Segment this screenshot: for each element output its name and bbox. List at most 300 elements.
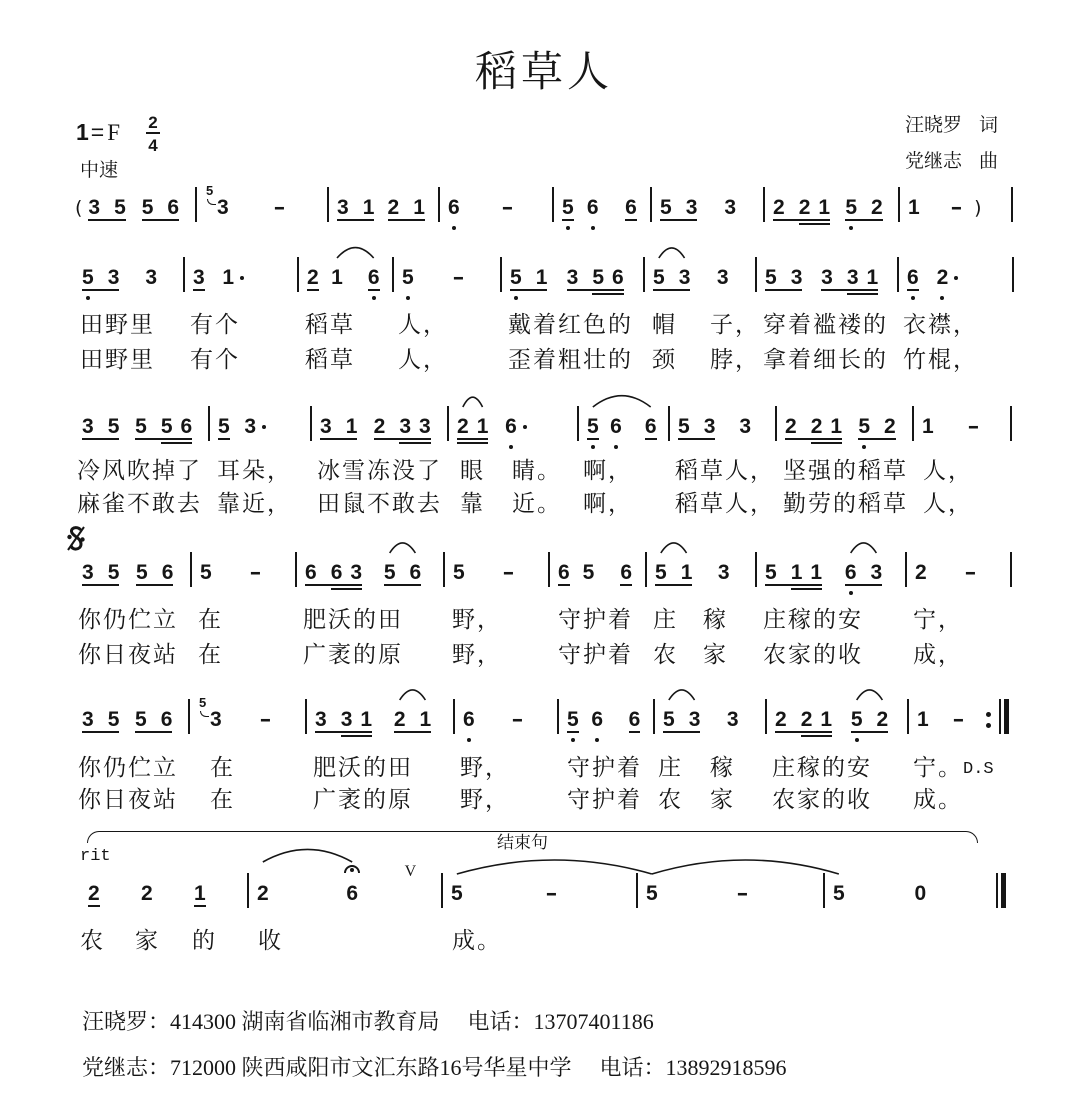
note-digit: 3 xyxy=(82,561,94,584)
augmentation-dot xyxy=(240,276,244,280)
note xyxy=(451,882,463,906)
lyric: 有个 xyxy=(190,347,240,373)
note-digit: 6 xyxy=(346,882,359,905)
note-digit: 2 xyxy=(257,882,269,905)
credit-name: 党继志 xyxy=(905,150,963,172)
ritardando-marking: rit xyxy=(80,847,111,866)
note xyxy=(161,415,173,439)
note-digit: 5 xyxy=(851,708,863,732)
note-digit: 6 xyxy=(305,561,317,584)
measure xyxy=(755,266,897,290)
note xyxy=(801,708,813,732)
note-run xyxy=(193,266,205,290)
lyric: 田鼠不敢去 xyxy=(317,491,442,517)
lyric: 坚强的稻草 xyxy=(783,458,908,484)
measure xyxy=(72,415,208,439)
note-digit: 3 xyxy=(846,266,859,289)
note xyxy=(162,561,174,585)
sustain-dash xyxy=(272,196,286,220)
note-run xyxy=(833,882,845,906)
note xyxy=(161,708,173,732)
note-digit: 6 xyxy=(167,196,180,219)
note-run xyxy=(558,561,570,585)
sustain-dash xyxy=(500,196,514,220)
note xyxy=(536,266,548,290)
note-group xyxy=(917,708,951,732)
beamed-note-group xyxy=(135,415,208,439)
note xyxy=(82,415,94,439)
beamed-note-group xyxy=(388,196,439,220)
note-group xyxy=(272,196,327,220)
low-octave-dot xyxy=(849,591,853,595)
note-group xyxy=(739,415,775,439)
key-equals: = xyxy=(90,119,105,145)
note-run xyxy=(218,415,230,439)
measure xyxy=(438,196,552,220)
repeat-end-thin-bar xyxy=(999,699,1001,734)
lyric: 有个 xyxy=(190,312,240,338)
note-group xyxy=(718,561,755,585)
lyric-line-verse-1 xyxy=(0,312,1072,338)
lyric: 家 xyxy=(703,642,728,668)
dash-symbol: - xyxy=(501,196,514,219)
note xyxy=(775,708,787,732)
low-octave-dot xyxy=(911,296,915,300)
contact-address: 汪晓罗：414300 湖南省临湘市教育局 xyxy=(82,1009,440,1034)
slur xyxy=(661,543,687,553)
note xyxy=(136,561,148,585)
note-run xyxy=(141,882,153,906)
low-octave-dot xyxy=(591,445,595,449)
lyric: 农 xyxy=(80,928,105,954)
note-run xyxy=(851,708,888,732)
low-octave-dot xyxy=(452,226,456,230)
sustain-dash xyxy=(963,561,977,585)
note-digit: 5 xyxy=(141,196,154,219)
note-run xyxy=(587,196,599,220)
lyric: 守护着 xyxy=(567,787,642,813)
note-run xyxy=(765,266,802,290)
note xyxy=(765,266,777,290)
breath-mark: V xyxy=(404,863,417,880)
note-run xyxy=(735,882,749,906)
dash-symbol: - xyxy=(950,196,963,219)
note xyxy=(830,415,842,439)
note-run xyxy=(915,882,927,906)
note-run xyxy=(88,196,125,220)
note-digit: 1 xyxy=(908,196,920,219)
sustain-dash xyxy=(501,561,515,585)
note-digit: 5 xyxy=(107,708,120,731)
beamed-note-group xyxy=(368,266,392,290)
lyric: 靠近， xyxy=(217,491,292,517)
measure xyxy=(823,882,996,906)
note-group xyxy=(222,266,297,290)
note-run xyxy=(610,415,622,439)
lyric: 广袤的原 xyxy=(303,642,403,668)
key-signature xyxy=(76,118,120,147)
note xyxy=(305,561,317,585)
measure xyxy=(327,196,438,220)
beamed-note-group xyxy=(765,266,821,290)
note-run xyxy=(402,266,414,290)
lyric: 脖， xyxy=(710,347,760,373)
segno-icon xyxy=(66,524,86,553)
note-run xyxy=(678,415,715,439)
note-digit: 6 xyxy=(591,708,603,732)
note xyxy=(818,196,830,220)
beamed-note-group xyxy=(82,415,135,439)
note-run xyxy=(501,561,515,585)
note-digit: 1 xyxy=(362,196,375,219)
note-run xyxy=(937,266,959,290)
lyric: 野， xyxy=(460,755,510,781)
lyric-line-verse-1 xyxy=(0,755,1072,781)
measure xyxy=(183,266,297,290)
lyric: 你仍伫立 xyxy=(78,755,178,781)
note-digit: 2 xyxy=(141,882,153,905)
note-digit: 2 xyxy=(775,708,787,731)
note-digit: 1 xyxy=(535,266,548,289)
note-digit: 6 xyxy=(628,708,641,731)
beamed-note-group xyxy=(136,561,190,585)
note-group xyxy=(583,561,621,585)
note-digit: 5 xyxy=(218,415,230,438)
note-digit: 1 xyxy=(830,415,843,438)
measure xyxy=(190,561,295,585)
dal-segno-marking: D.S xyxy=(963,760,994,779)
slur xyxy=(337,248,374,258)
note xyxy=(206,183,229,220)
note-digit: 3 xyxy=(320,415,332,438)
note-digit: 5 xyxy=(765,561,777,584)
measure xyxy=(897,266,1012,290)
note xyxy=(141,882,153,906)
note-run xyxy=(82,266,119,290)
note xyxy=(717,266,729,290)
note-digit: 3 xyxy=(703,415,716,438)
note xyxy=(114,196,126,220)
note-group xyxy=(949,196,1011,220)
measure xyxy=(305,708,453,732)
note-digit: 3 xyxy=(107,266,120,289)
double-beam-run xyxy=(161,415,192,439)
measure xyxy=(557,708,653,732)
note-run xyxy=(773,196,830,220)
measure xyxy=(295,561,443,585)
beamed-note-group xyxy=(845,561,905,585)
note xyxy=(833,882,845,906)
note xyxy=(200,561,212,585)
lyric: 野， xyxy=(460,787,510,813)
note xyxy=(142,196,154,220)
note xyxy=(917,708,929,732)
note-run xyxy=(248,561,262,585)
note xyxy=(477,415,489,439)
lyric-line-verse-2 xyxy=(0,787,1072,813)
grace-tie-icon xyxy=(200,711,209,717)
double-beam-run xyxy=(592,266,623,290)
note-run xyxy=(727,708,739,732)
note xyxy=(346,415,358,439)
note-run xyxy=(951,708,965,732)
measure xyxy=(907,708,985,732)
lyric: 稻草人， xyxy=(675,491,775,517)
note xyxy=(331,561,343,585)
lyric: 农家的收 xyxy=(772,787,872,813)
note-digit: 5 xyxy=(562,196,574,220)
lyric: 守护着 xyxy=(558,642,633,668)
note-digit: 1 xyxy=(194,882,206,905)
measure xyxy=(775,415,912,439)
note xyxy=(374,415,386,439)
sustain-dash xyxy=(544,882,558,906)
note xyxy=(82,266,94,290)
note xyxy=(145,266,157,290)
measure xyxy=(310,415,447,439)
note-run xyxy=(620,561,632,585)
note-run xyxy=(718,561,730,585)
note-digit: 2 xyxy=(393,708,406,731)
measure xyxy=(447,415,577,439)
contact-phone: 电话：13707401186 xyxy=(467,1009,654,1034)
beamed-note-group xyxy=(82,561,136,585)
note xyxy=(867,266,879,290)
note xyxy=(583,561,595,585)
lyric: 成。 xyxy=(913,787,963,813)
dash-symbol: - xyxy=(964,561,977,584)
note-digit: 5 xyxy=(107,561,120,584)
note-group xyxy=(257,882,346,906)
beamed-note-group xyxy=(305,561,384,585)
note-digit: 1 xyxy=(222,266,235,289)
note xyxy=(108,266,120,290)
note-run xyxy=(135,708,172,732)
double-beam-run xyxy=(847,266,878,290)
beamed-note-group xyxy=(88,882,141,906)
augmentation-dot xyxy=(523,425,527,429)
note-run xyxy=(75,196,82,220)
note-group xyxy=(587,196,625,220)
grace-note: 5 xyxy=(206,183,214,198)
note-digit: 1 xyxy=(476,415,489,438)
contact-line-composer-clipped xyxy=(82,1055,982,1080)
grace-tie-icon xyxy=(207,199,216,205)
sustain-dash xyxy=(949,196,963,220)
note xyxy=(108,415,120,439)
note xyxy=(587,196,599,220)
measure xyxy=(72,708,188,732)
beamed-note-group xyxy=(775,708,851,732)
note-run xyxy=(384,561,421,585)
note-run xyxy=(821,266,878,290)
beamed-note-group xyxy=(82,266,145,290)
lyric-line-verse-1 xyxy=(0,607,1072,633)
slur xyxy=(463,397,483,407)
note-run xyxy=(505,415,527,439)
note xyxy=(320,415,332,439)
lyricist-credit xyxy=(905,112,998,138)
note xyxy=(315,708,327,732)
dash-symbol: - xyxy=(511,708,524,731)
note xyxy=(791,561,803,585)
note-digit: 6 xyxy=(368,266,380,290)
note xyxy=(922,415,934,439)
measure xyxy=(548,561,645,585)
barline xyxy=(1012,257,1014,292)
note-run xyxy=(305,561,362,585)
measure xyxy=(912,415,1010,439)
note-digit: 2 xyxy=(307,266,319,289)
note-digit: 1 xyxy=(790,561,803,584)
note-digit: 3 xyxy=(82,708,94,731)
note-digit: 6 xyxy=(409,561,422,584)
bracket-symbol: ) xyxy=(974,197,982,219)
note-run xyxy=(845,196,882,220)
note-digit: 2 xyxy=(915,561,927,584)
low-octave-dot xyxy=(855,738,859,742)
note-digit: 1 xyxy=(922,415,934,438)
slur xyxy=(669,690,695,700)
measure xyxy=(755,561,905,585)
note-run xyxy=(448,196,460,220)
note-digit: 5 xyxy=(663,708,675,731)
low-octave-dot xyxy=(849,226,853,230)
lyric: 你日夜站 xyxy=(78,787,178,813)
low-octave-dot xyxy=(571,738,575,742)
dash-symbol: - xyxy=(967,415,980,438)
lyric: 守护着 xyxy=(558,607,633,633)
note-group xyxy=(937,266,1012,290)
note-group xyxy=(453,561,501,585)
double-beam-run xyxy=(457,415,488,439)
lyric: 冷风吹掉了 xyxy=(77,458,202,484)
note-run xyxy=(562,196,574,220)
note-run xyxy=(917,708,929,732)
note-run xyxy=(337,196,374,220)
note-digit: 3 xyxy=(419,415,431,438)
note-run xyxy=(845,561,882,585)
note-run xyxy=(404,863,417,906)
double-beam-run xyxy=(801,708,832,732)
double-beam-run xyxy=(331,561,362,585)
lyric: 成， xyxy=(913,642,963,668)
note xyxy=(135,415,147,439)
lyric: 野， xyxy=(452,607,502,633)
lyric: 靠 xyxy=(460,491,485,517)
note-digit: 6 xyxy=(180,415,193,438)
low-octave-dot xyxy=(595,738,599,742)
lyric: 人， xyxy=(923,458,973,484)
note xyxy=(645,415,657,439)
lyric: 广袤的原 xyxy=(313,787,413,813)
staff-row-verse-a xyxy=(0,266,1072,290)
note xyxy=(877,708,889,732)
note-run xyxy=(136,561,173,585)
note-run xyxy=(222,266,244,290)
measure xyxy=(72,561,190,585)
note-digit: 2 xyxy=(810,415,823,438)
note xyxy=(791,266,803,290)
note-run xyxy=(82,415,119,439)
beamed-note-group xyxy=(193,266,222,290)
note-run xyxy=(587,415,599,439)
dash-symbol: - xyxy=(545,882,558,905)
beamed-note-group xyxy=(907,266,937,290)
note xyxy=(410,561,422,585)
note-group xyxy=(258,708,305,732)
contact-phone: 电话：13892918596 xyxy=(599,1055,787,1080)
lyric: 颈 xyxy=(652,347,677,373)
low-octave-dot xyxy=(940,296,944,300)
lyric: 麻雀不敢去 xyxy=(77,491,202,517)
barline xyxy=(1010,406,1012,441)
note-run xyxy=(346,882,358,906)
lyric-line-verse-2 xyxy=(0,491,1072,517)
beamed-note-group xyxy=(851,708,907,732)
beamed-note-group xyxy=(82,708,135,732)
note xyxy=(193,266,205,290)
beamed-note-group xyxy=(218,415,244,439)
note xyxy=(562,196,574,220)
note xyxy=(660,196,672,220)
note xyxy=(363,196,375,220)
note-group xyxy=(735,882,823,906)
fermata-icon xyxy=(343,860,361,874)
note-digit: 5 xyxy=(453,561,465,584)
note-digit: 3 xyxy=(337,196,349,219)
lyric: 穿着褴褛的 xyxy=(763,312,888,338)
slur xyxy=(457,860,652,874)
measure xyxy=(765,708,907,732)
note-run xyxy=(717,266,729,290)
note-run xyxy=(374,415,431,439)
note-run xyxy=(394,708,431,732)
note xyxy=(453,561,465,585)
slur xyxy=(857,690,883,700)
note xyxy=(851,708,863,732)
note xyxy=(811,415,823,439)
lyric: 野， xyxy=(452,642,502,668)
slur xyxy=(659,248,685,258)
repeat-end-thick-bar xyxy=(1004,699,1009,734)
lyric: 人， xyxy=(923,491,973,517)
note-digit: 5 xyxy=(402,266,414,290)
note-digit: 5 xyxy=(587,415,599,439)
final-thick-bar xyxy=(1001,873,1006,908)
note-digit: 2 xyxy=(785,415,797,438)
barline xyxy=(1010,552,1012,587)
note-digit: 1 xyxy=(360,708,373,731)
staff-row-verse-b xyxy=(0,415,1072,439)
note-digit: 5 xyxy=(383,561,396,584)
lyric: 农 xyxy=(653,642,678,668)
note-digit: 3 xyxy=(870,561,883,584)
credit-role: 词 xyxy=(979,114,999,136)
note-digit: 3 xyxy=(726,708,739,731)
note-run xyxy=(625,196,637,220)
lyric: 稼 xyxy=(710,755,735,781)
beamed-note-group xyxy=(384,561,443,585)
note-digit: 5 xyxy=(833,882,845,905)
note xyxy=(653,266,665,290)
note-digit: 2 xyxy=(387,196,400,219)
lyric: 你日夜站 xyxy=(78,642,178,668)
note-digit: 5 xyxy=(107,415,120,438)
beamed-note-group xyxy=(142,196,195,220)
note xyxy=(337,196,349,220)
note-group xyxy=(646,882,735,906)
